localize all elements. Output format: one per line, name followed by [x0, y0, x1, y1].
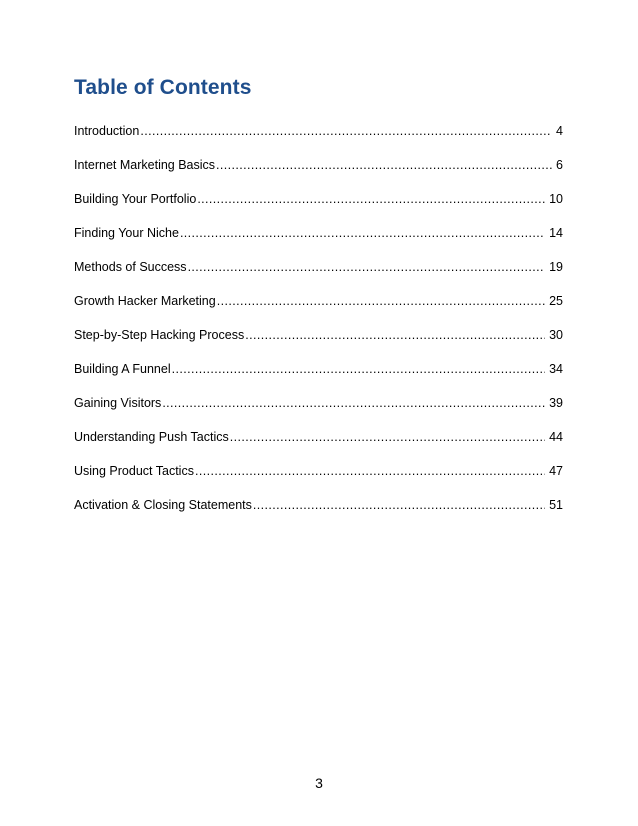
page-title: Table of Contents: [74, 76, 252, 99]
dot-leader: [217, 294, 545, 308]
toc-entry-title: Building Your Portfolio: [74, 192, 197, 206]
toc-entry-title: Building A Funnel: [74, 362, 171, 376]
toc-entry-page: 39: [549, 396, 563, 410]
toc-entry-building-a-funnel[interactable]: [74, 362, 563, 396]
toc-entry-finding-your-niche[interactable]: [74, 226, 563, 260]
toc-entry-title: Gaining Visitors: [74, 396, 162, 410]
toc-entry-title: Using Product Tactics: [74, 464, 194, 478]
toc-entry-methods-of-success[interactable]: [74, 260, 563, 294]
toc-entry-internet-marketing-basics[interactable]: [74, 158, 563, 192]
toc-entry-page: 19: [549, 260, 563, 274]
toc-entry-growth-hacker-marketing[interactable]: [74, 294, 563, 328]
toc-entry-page: 4: [556, 124, 563, 138]
dot-leader: [172, 362, 545, 376]
toc-entry-using-product-tactics[interactable]: [74, 464, 563, 498]
toc-entry-title: Growth Hacker Marketing: [74, 294, 216, 308]
toc-entry-page: 44: [549, 430, 563, 444]
dot-leader: [230, 430, 545, 444]
toc-entry-page: 6: [556, 158, 563, 172]
dot-leader: [195, 464, 545, 478]
toc-entry-title: Methods of Success: [74, 260, 187, 274]
dot-leader: [245, 328, 545, 342]
toc-entry-introduction[interactable]: [74, 124, 563, 158]
dot-leader: [188, 260, 546, 274]
toc-entry-activation-closing-statements[interactable]: [74, 498, 563, 532]
toc-entry-title: Finding Your Niche: [74, 226, 179, 240]
toc-entry-page: 14: [549, 226, 563, 240]
toc-entry-title: Introduction: [74, 124, 140, 138]
toc-entry-step-by-step-hacking-process[interactable]: [74, 328, 563, 362]
toc-entry-building-your-portfolio[interactable]: [74, 192, 563, 226]
toc-entry-title: Internet Marketing Basics: [74, 158, 216, 172]
dot-leader: [216, 158, 552, 172]
dot-leader: [197, 192, 545, 206]
toc-entry-page: 34: [549, 362, 563, 376]
toc-entry-gaining-visitors[interactable]: [74, 396, 563, 430]
toc-entry-page: 30: [549, 328, 563, 342]
toc-entry-page: 25: [549, 294, 563, 308]
toc-entry-understanding-push-tactics[interactable]: [74, 430, 563, 464]
dot-leader: [253, 498, 545, 512]
toc-entry-page: 10: [549, 192, 563, 206]
dot-leader: [180, 226, 545, 240]
dot-leader: [140, 124, 552, 138]
toc-list: [74, 124, 563, 532]
toc-entry-page: 51: [549, 498, 563, 512]
page-number: 3: [315, 775, 323, 791]
toc-entry-page: 47: [549, 464, 563, 478]
toc-entry-title: Understanding Push Tactics: [74, 430, 229, 444]
toc-entry-title: Step-by-Step Hacking Process: [74, 328, 245, 342]
toc-entry-title: Activation & Closing Statements: [74, 498, 252, 512]
dot-leader: [162, 396, 545, 410]
